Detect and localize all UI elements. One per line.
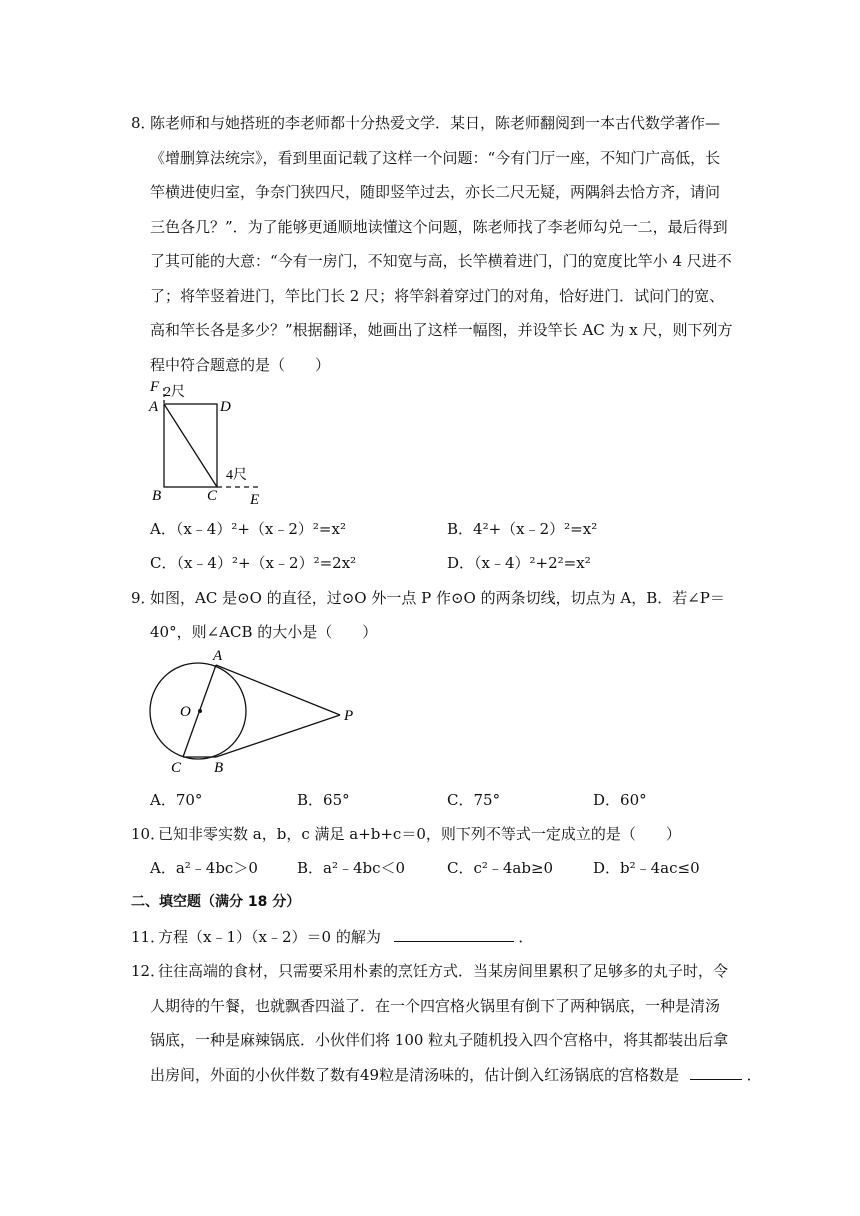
question-number: 12．: [131, 962, 166, 980]
label-A: A: [213, 648, 223, 664]
label-A: A: [149, 399, 159, 415]
label-B: B: [214, 760, 224, 776]
q8-option-d[interactable]: D．（x﹣4）²+2²=x²: [447, 554, 591, 572]
question-text-line: 陈老师和与她搭班的李老师都十分热爱文学．某日，陈老师翻阅到一本古代数学著作—: [150, 114, 721, 132]
label-B: B: [152, 488, 162, 504]
label-P: P: [344, 708, 354, 724]
tangent-PB: [216, 715, 340, 757]
question-number: 8．: [131, 114, 156, 132]
tangent-PA: [216, 665, 340, 715]
question-text-line: 了其可能的大意：“今有一房门，不知宽与高，长竿横着进门，门的宽度比竿小 4 尺进不: [150, 252, 732, 270]
q10-option-c[interactable]: C．c²﹣4ab≥0: [447, 859, 554, 877]
q8-option-c[interactable]: C．（x﹣4）²+（x﹣2）²=2x²: [150, 554, 357, 572]
question-number: 9．: [131, 589, 156, 607]
label-D: D: [220, 399, 231, 415]
answer-blank[interactable]: [394, 927, 514, 942]
label-E: E: [250, 492, 260, 508]
question-text-line: 40°，则∠ACB 的大小是（ ）: [150, 623, 378, 641]
question-text-line: [158, 926, 533, 947]
label-C: C: [171, 760, 182, 776]
question-text-line: 《增删算法统宗》，看到里面记载了这样一个问题：“今有门厅一座，不知门广高低，长: [150, 149, 721, 167]
q10-option-a[interactable]: A．a²﹣4bc＞0: [150, 859, 258, 877]
q9-option-a[interactable]: A．70°: [150, 791, 203, 809]
question-text-line: [150, 1064, 762, 1085]
label-top-length: 2尺: [164, 385, 185, 400]
label-O: O: [180, 704, 191, 720]
q9-option-b[interactable]: B．65°: [297, 791, 350, 809]
door-figure: [140, 374, 280, 510]
label-C: C: [207, 488, 218, 504]
q10-option-b[interactable]: B．a²﹣4bc＜0: [297, 859, 406, 877]
label-F: F: [150, 379, 160, 395]
q9-option-d[interactable]: D．60°: [593, 791, 647, 809]
section-title: 二、填空题（满分 18 分）: [131, 894, 301, 910]
q10-option-d[interactable]: D．b²﹣4ac≤0: [593, 859, 700, 877]
question-number: 10．: [131, 825, 166, 843]
question-text-line: 了；将竿竖着进门，竿比门长 2 尺；将竿斜着穿过门的对角，恰好进门．试问门的宽、: [150, 287, 725, 305]
question-number: 11．: [131, 928, 166, 946]
question-text-line: 往往高端的食材，只需要采用朴素的烹饪方式．当某房间里累积了足够多的丸子时，令: [158, 962, 729, 980]
question-text-line: 如图，AC 是⊙O 的直径，过⊙O 外一点 P 作⊙O 的两条切线，切点为 A，B．若∠P＝: [150, 589, 725, 607]
q8-option-a[interactable]: A．（x﹣4）²+（x﹣2）²=x²: [150, 520, 346, 538]
q12-end: ．: [746, 1066, 762, 1084]
label-side-length: 4尺: [226, 468, 247, 483]
question-text-line: 锅底，一种是麻辣锅底．小伙伴们将 100 粒丸子随机投入四个宫格中，将其都装出后拿: [150, 1031, 729, 1049]
question-text-line: 高和竿长各是多少？”根据翻译，她画出了这样一幅图，并设竿长 AC 为 x 尺，则下列方: [150, 321, 733, 339]
q8-option-b[interactable]: B．4²+（x﹣2）²=x²: [447, 520, 598, 538]
circle-tangent-figure: [140, 645, 370, 780]
q12-last-line: 出房间，外面的小伙伴数了数有49粒是清汤味的，估计倒入红汤锅底的宫格数是: [150, 1066, 680, 1084]
q11-end: ．: [518, 928, 534, 946]
diagonal-AC: [164, 404, 217, 487]
q9-option-c[interactable]: C．75°: [447, 791, 501, 809]
q11-text: 方程（x﹣1）（x﹣2）＝0 的解为: [158, 928, 381, 946]
question-text-line: 人期待的午餐，也就飘香四溢了．在一个四宫格火锅里有倒下了两种锅底，一种是清汤: [150, 997, 721, 1015]
answer-blank[interactable]: [690, 1065, 742, 1080]
question-text-line: 三色各几？”．为了能够更通顺地读懂这个问题，陈老师找了李老师勾兑一二，最后得到: [150, 218, 728, 236]
question-text-line: 程中符合题意的是（ ）: [150, 356, 331, 374]
question-text-line: 已知非零实数 a，b，c 满足 a+b+c＝0，则下列不等式一定成立的是（ ）: [158, 825, 681, 843]
question-text-line: 竿横进使归室，争奈门狭四尺，随即竖竿过去，亦长二尺无疑，两隅斜去恰方齐，请问: [150, 183, 721, 201]
